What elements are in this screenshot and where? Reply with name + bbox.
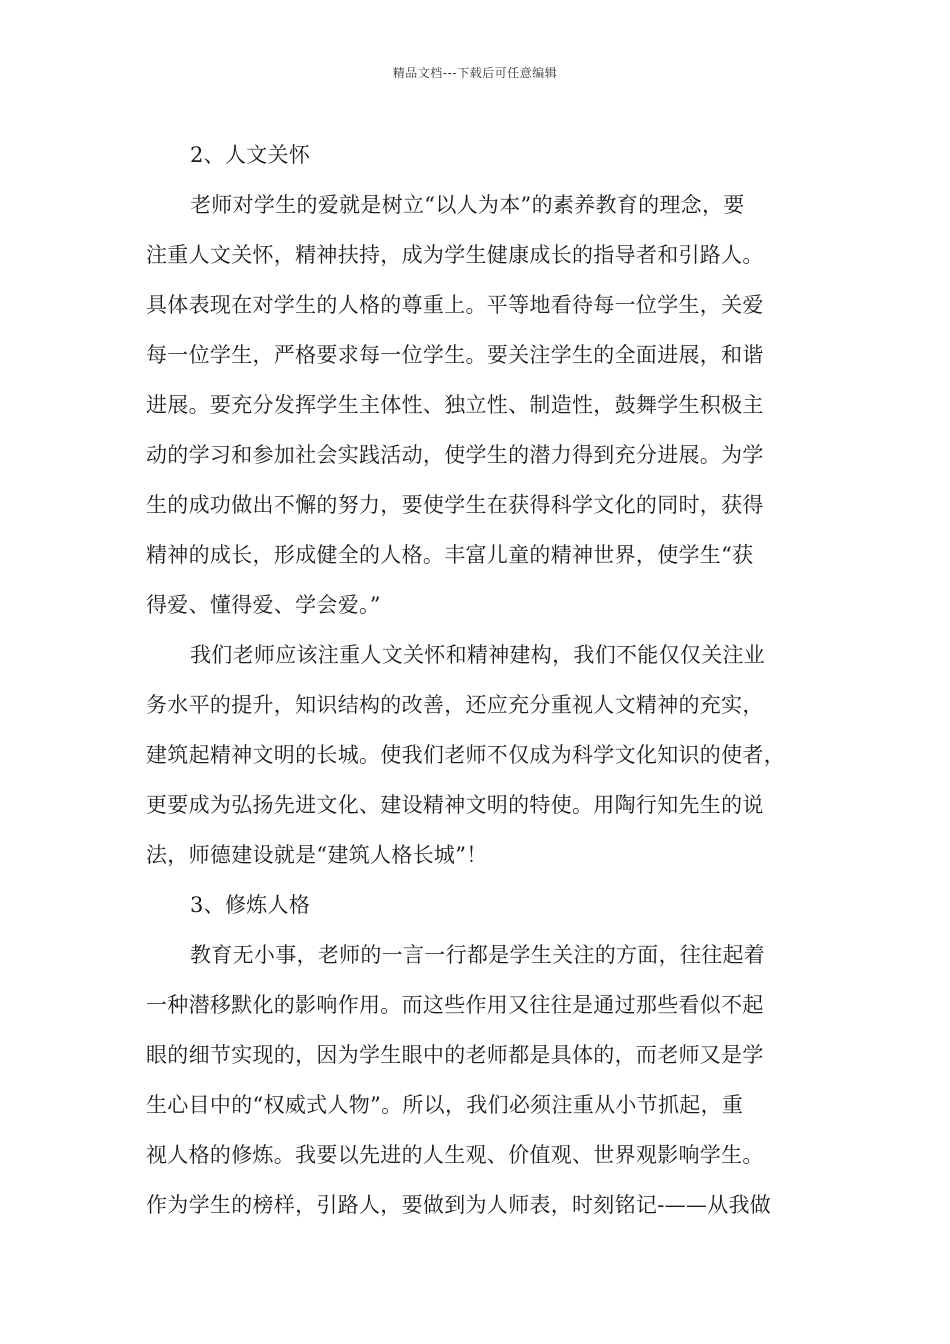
text-line: 眼的细节实现的，因为学生眼中的老师都是具体的，而老师又是学 xyxy=(146,1043,764,1067)
text-line: 得爱、懂得爱、学会爱。” xyxy=(146,593,381,617)
text-line: 一种潜移默化的影响作用。而这些作用又往往是通过那些看似不起 xyxy=(146,993,764,1017)
document-body xyxy=(146,130,836,1230)
paragraph xyxy=(146,630,836,880)
text-line: 注重人文关怀，精神扶持，成为学生健康成长的指导者和引路人。 xyxy=(146,243,764,267)
text-line: 进展。要充分发挥学生主体性、独立性、制造性，鼓舞学生积极主 xyxy=(146,393,764,417)
text-line: 生的成功做出不懈的努力，要使学生在获得科学文化的同时，获得 xyxy=(146,493,764,517)
text-line: 动的学习和参加社会实践活动，使学生的潜力得到充分进展。为学 xyxy=(146,443,764,467)
text-line: 更要成为弘扬先进文化、建设精神文明的特使。用陶行知先生的说 xyxy=(146,793,764,817)
text-line: 具体表现在对学生的人格的尊重上。平等地看待每一位学生，关爱 xyxy=(146,293,764,317)
paragraph xyxy=(146,930,836,1230)
text-line: 教育无小事，老师的一言一行都是学生关注的方面，往往起着 xyxy=(190,943,766,967)
section-heading: 3、修炼人格 xyxy=(190,893,311,917)
text-line: 法，师德建设就是“建筑人格长城”！ xyxy=(146,843,488,867)
page-header: 精品文档---下载后可任意编辑 xyxy=(392,66,558,80)
text-line: 老师对学生的爱就是树立“以人为本”的素养教育的理念，要 xyxy=(190,193,745,217)
paragraph xyxy=(146,180,836,630)
section-heading: 2、人文关怀 xyxy=(190,143,311,167)
text-line: 精神的成长，形成健全的人格。丰富儿童的精神世界，使学生“获 xyxy=(146,543,754,567)
text-line: 建筑起精神文明的长城。使我们老师不仅成为科学文化知识的使者， xyxy=(146,743,785,767)
text-line: 生心目中的“权威式人物”。所以，我们必须注重从小节抓起，重 xyxy=(146,1093,744,1117)
text-line: 我们老师应该注重人文关怀和精神建构，我们不能仅仅关注业 xyxy=(190,643,766,667)
text-line: 每一位学生，严格要求每一位学生。要关注学生的全面进展，和谐 xyxy=(146,343,764,367)
text-line: 作为学生的榜样，引路人，要做到为人师表，时刻铭记-——从我做 xyxy=(146,1193,772,1217)
text-line: 务水平的提升，知识结构的改善，还应充分重视人文精神的充实， xyxy=(146,693,764,717)
text-line: 视人格的修炼。我要以先进的人生观、价值观、世界观影响学生。 xyxy=(146,1143,764,1167)
